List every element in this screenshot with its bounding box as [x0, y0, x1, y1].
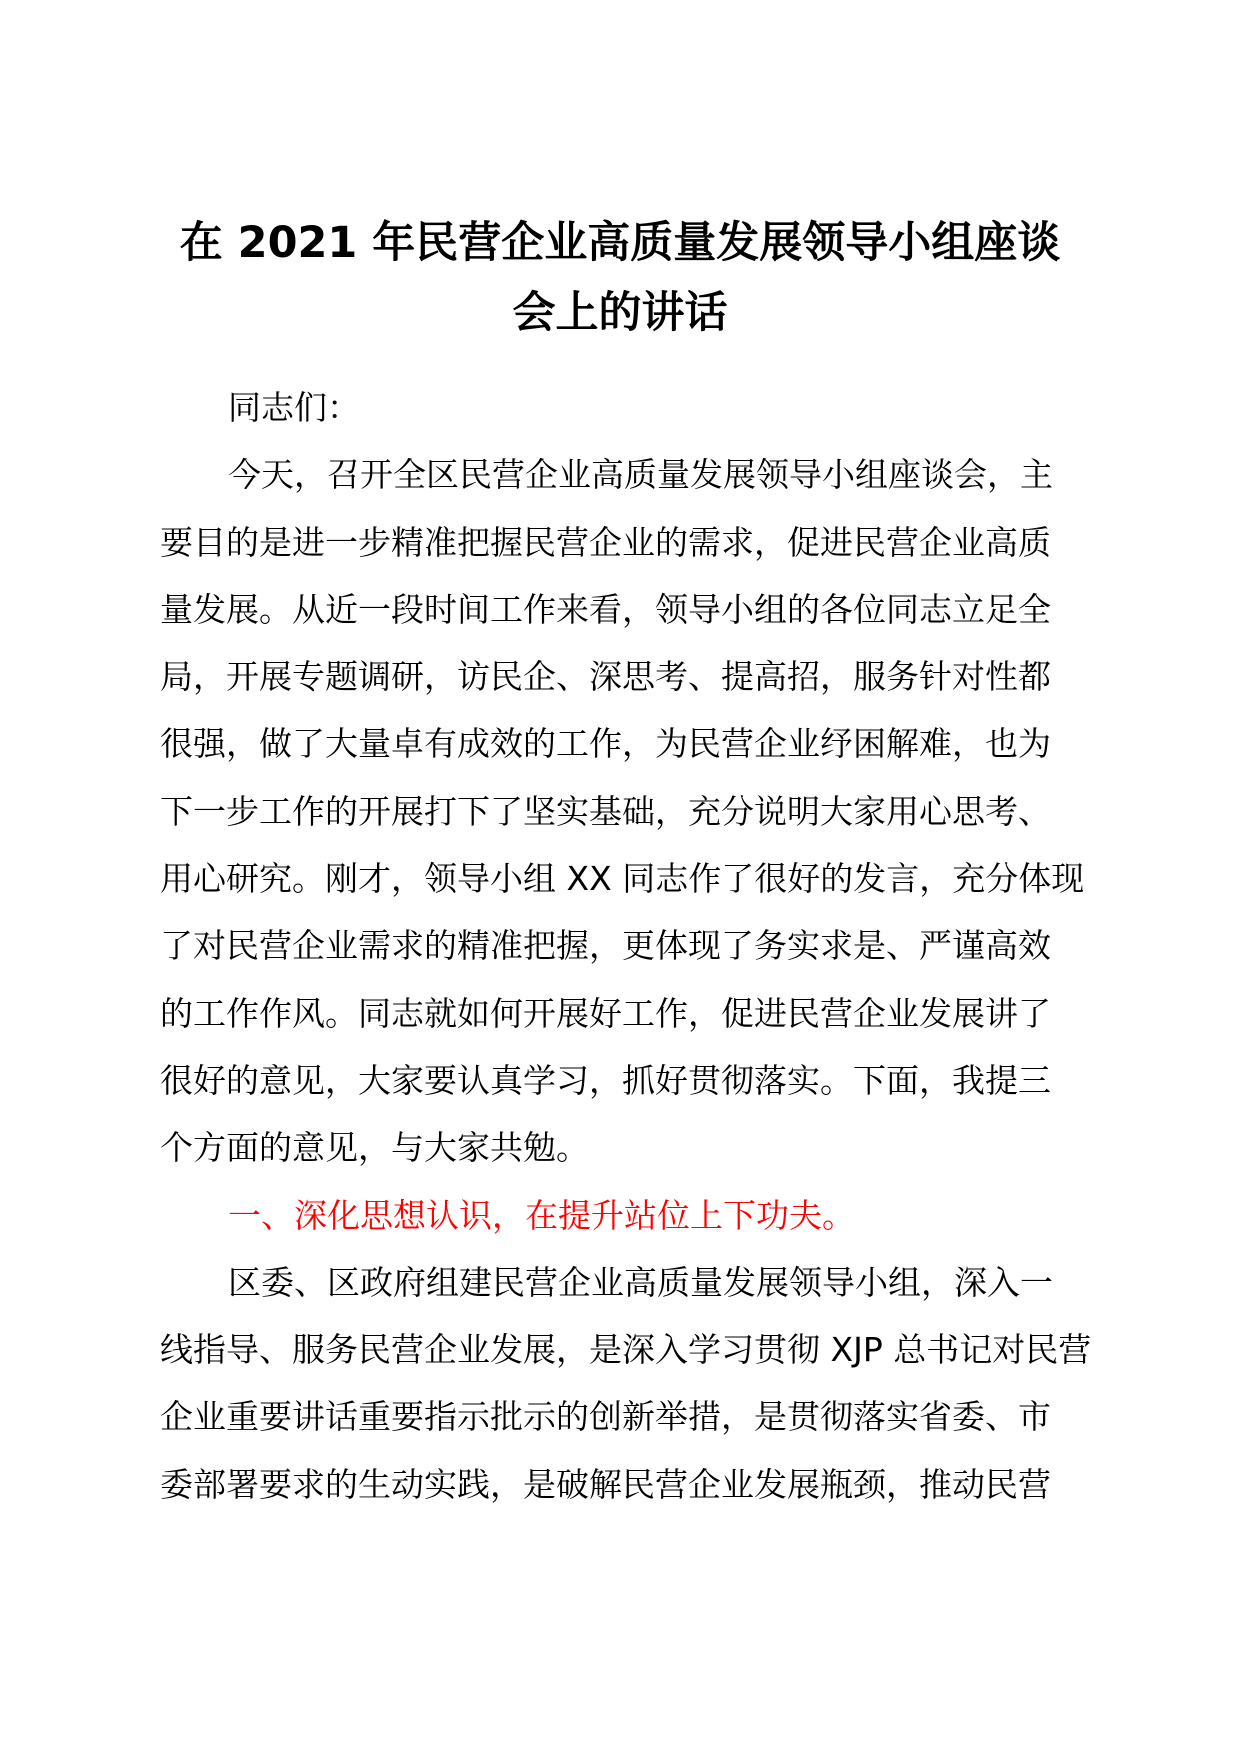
paragraph-line: 今天，召开全区民营企业高质量发展领导小组座谈会，主: [228, 455, 1053, 495]
section-heading: 一、深化思想认识，在提升站位上下功夫。: [228, 1195, 855, 1235]
title-line-1: 在 2021 年民营企业高质量发展领导小组座谈: [179, 218, 1061, 268]
paragraph-line: 个方面的意见，与大家共勉。: [160, 1128, 589, 1168]
paragraph-line: 了对民营企业需求的精准把握，更体现了务实求是、严谨高效: [160, 926, 1051, 966]
paragraph-line: 用心研究。刚才，领导小组 XX 同志作了很好的发言，充分体现: [160, 859, 1085, 899]
paragraph-line: 线指导、服务民营企业发展，是深入学习贯彻 XJP 总书记对民营: [160, 1330, 1092, 1370]
paragraph-line: 很强，做了大量卓有成效的工作，为民营企业纾困解难，也为: [160, 724, 1051, 764]
paragraph-line: 量发展。从近一段时间工作来看，领导小组的各位同志立足全: [160, 589, 1051, 629]
document-title: [150, 208, 1090, 348]
paragraph-line: 很好的意见，大家要认真学习，抓好贯彻落实。下面，我提三: [160, 1060, 1051, 1100]
document-body: [160, 374, 1100, 1518]
paragraph-line: 企业重要讲话重要指示批示的创新举措，是贯彻落实省委、市: [160, 1397, 1051, 1437]
paragraph-line: 的工作作风。同志就如何开展好工作，促进民营企业发展讲了: [160, 993, 1051, 1033]
paragraph-line: 下一步工作的开展打下了坚实基础，充分说明大家用心思考、: [160, 791, 1051, 831]
salutation: 同志们：: [228, 388, 360, 427]
title-line-2: 会上的讲话: [512, 288, 728, 338]
paragraph-line: 局，开展专题调研，访民企、深思考、提高招，服务针对性都: [160, 657, 1051, 697]
paragraph-line: 要目的是进一步精准把握民营企业的需求，促进民营企业高质: [160, 522, 1051, 562]
paragraph-line: 区委、区政府组建民营企业高质量发展领导小组，深入一: [228, 1262, 1053, 1302]
paragraph-line: 委部署要求的生动实践，是破解民营企业发展瓶颈，推动民营: [160, 1464, 1051, 1504]
